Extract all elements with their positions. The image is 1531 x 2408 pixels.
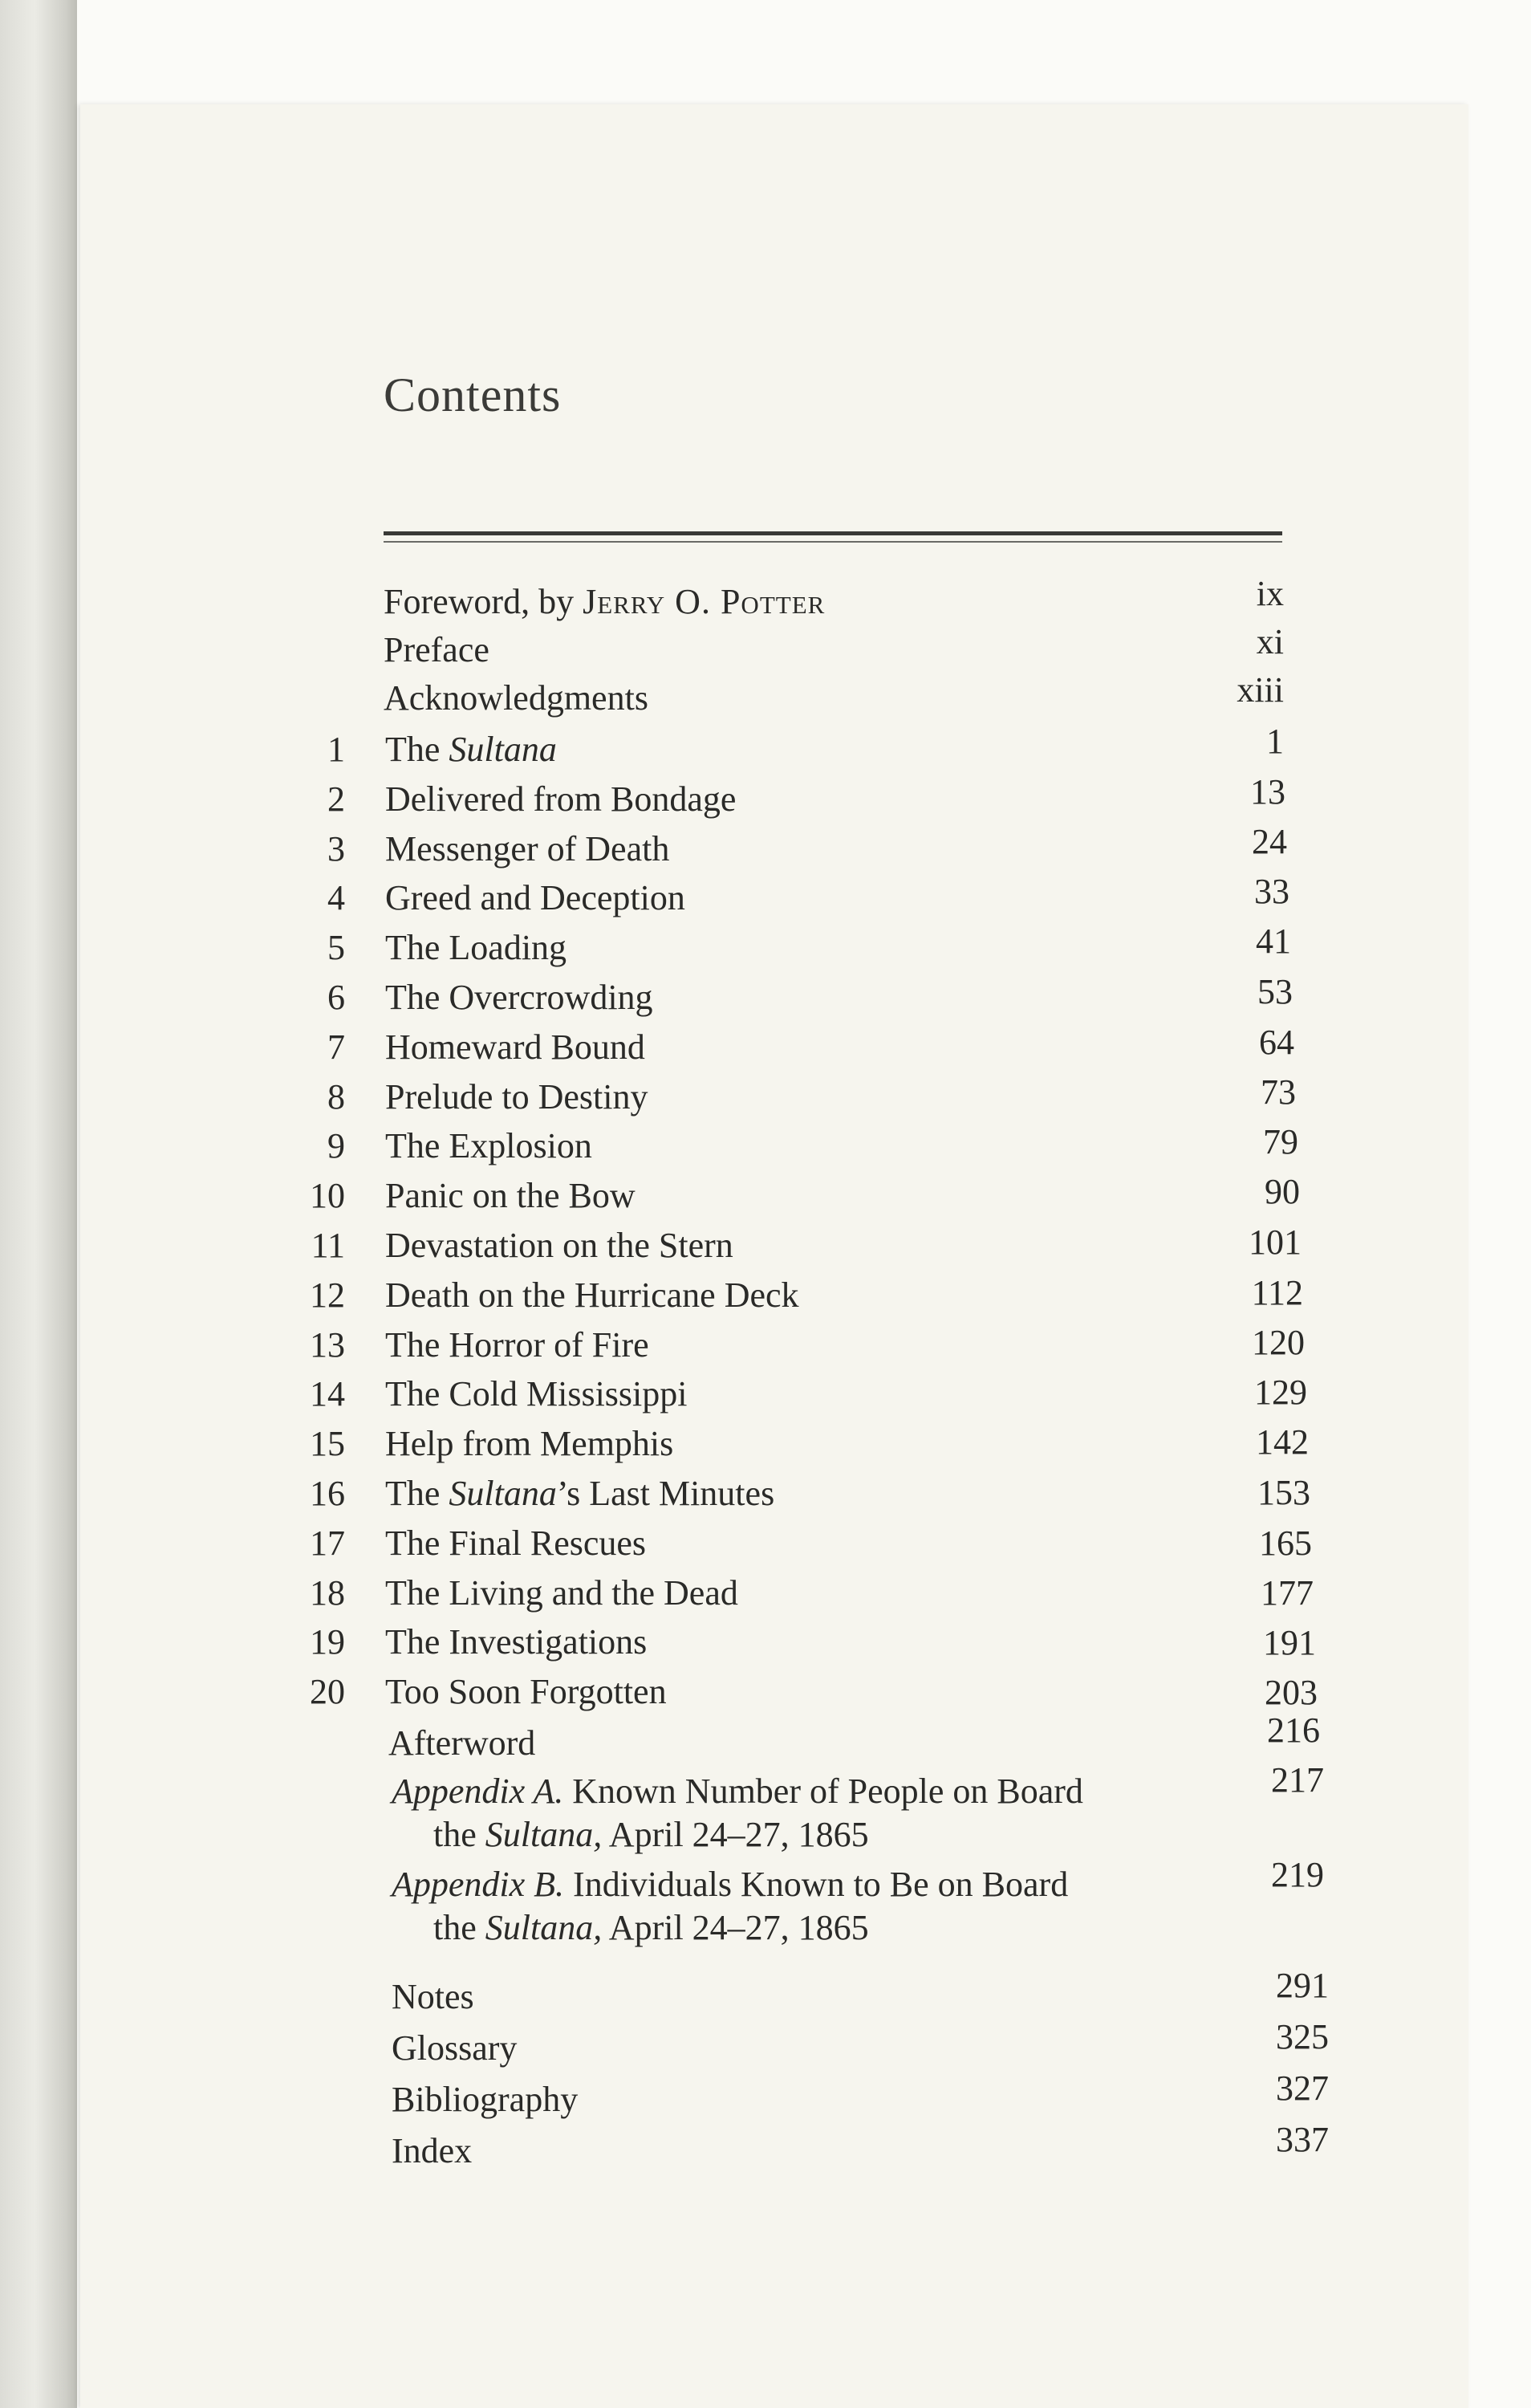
toc-foreword-label: Foreword, by Jerry O. Potter — [384, 582, 826, 621]
chapter-title — [385, 1325, 649, 1365]
chapter-number: 20 — [310, 1672, 345, 1711]
chapter-title-text: The Horror of Fire — [385, 1325, 649, 1365]
chapter-page-number: 203 — [1265, 1673, 1318, 1712]
chapter-title — [385, 779, 737, 819]
chapter-title-text: Panic on the Bow — [385, 1176, 636, 1215]
chapter-page-number: 165 — [1259, 1523, 1312, 1563]
chapter-title — [385, 1622, 648, 1662]
chapter-title — [385, 829, 670, 868]
chapter-page-number: 53 — [1257, 972, 1293, 1011]
chapter-page-number: 79 — [1263, 1122, 1298, 1161]
chapter-page-number: 33 — [1254, 872, 1289, 911]
chapter-title-text: Prelude to Destiny — [385, 1077, 648, 1117]
chapter-page-number: 142 — [1256, 1422, 1309, 1462]
chapter-title — [385, 1027, 645, 1067]
chapter-title — [385, 980, 653, 1015]
chapter-title — [385, 1426, 673, 1462]
chapter-page-number: 90 — [1265, 1172, 1300, 1211]
chapter-page-number: 129 — [1254, 1373, 1307, 1412]
chapter-number: 8 — [327, 1077, 345, 1117]
chapter-title-text: Delivered from Bondage — [385, 779, 737, 819]
chapter-title — [385, 1476, 774, 1511]
chapter-number: 17 — [310, 1523, 345, 1563]
chapter-page-number: 41 — [1256, 921, 1291, 961]
chapter-title — [385, 1275, 799, 1315]
toc-bibliography-label: Bibliography — [392, 2080, 579, 2119]
chapter-title-text: Devastation on the Stern — [385, 1226, 733, 1265]
toc-preface-page: xi — [1256, 622, 1284, 661]
toc-appendix-b-page: 219 — [1271, 1855, 1324, 1894]
chapter-number: 13 — [310, 1325, 345, 1365]
chapter-title-italic: Sultana — [449, 730, 557, 769]
chapter-number: 3 — [327, 829, 345, 868]
chapter-title — [385, 1573, 738, 1613]
chapter-title — [385, 930, 567, 966]
chapter-number: 4 — [327, 878, 345, 917]
chapter-title-text: The Living and the Dead — [385, 1573, 738, 1613]
chapter-title-text: Messenger of Death — [385, 829, 670, 868]
chapter-title-text: The — [385, 730, 449, 769]
toc-appendix-a-line1: Appendix A. Known Number of People on Board — [392, 1771, 1083, 1811]
toc-afterword-label: Afterword — [388, 1723, 536, 1763]
chapter-title — [385, 1228, 733, 1263]
page-title: Contents — [384, 368, 562, 421]
chapter-title — [385, 1523, 647, 1563]
title-rule-thin — [384, 541, 1282, 543]
toc-appendix-a-page: 217 — [1271, 1760, 1324, 1800]
chapter-title — [385, 732, 557, 767]
chapter-page-number: 191 — [1263, 1623, 1316, 1662]
chapter-page-number: 64 — [1259, 1023, 1294, 1062]
toc-appendix-a-line2: the Sultana, April 24–27, 1865 — [433, 1815, 869, 1854]
chapter-title-text: Death on the Hurricane Deck — [385, 1275, 799, 1315]
chapter-page-number: 101 — [1249, 1222, 1302, 1262]
toc-foreword-page: ix — [1256, 574, 1284, 613]
chapter-number: 2 — [327, 779, 345, 819]
chapter-page-number: 13 — [1250, 772, 1285, 811]
toc-notes-page: 291 — [1276, 1966, 1329, 2005]
chapter-number: 16 — [310, 1474, 345, 1513]
chapter-title-text: Greed and Deception — [385, 878, 685, 917]
toc-bibliography-page: 327 — [1276, 2068, 1329, 2108]
chapter-title-suffix: ’s Last Minutes — [556, 1474, 775, 1513]
toc-acknowledgments-page: xiii — [1237, 670, 1284, 710]
toc-preface-label: Preface — [384, 630, 489, 669]
chapter-number: 7 — [327, 1027, 345, 1067]
foreword-author: Jerry O. Potter — [583, 582, 826, 621]
toc-appendix-b-line1: Appendix B. Individuals Known to Be on Board — [392, 1865, 1069, 1904]
chapter-page-number: 24 — [1252, 822, 1287, 861]
chapter-title-text: The Cold Mississippi — [385, 1374, 688, 1413]
book-spine-shadow — [0, 0, 77, 2408]
chapter-title — [385, 878, 685, 917]
chapter-number: 10 — [310, 1176, 345, 1215]
toc-acknowledgments-label: Acknowledgments — [384, 678, 648, 718]
chapter-title-text: Homeward Bound — [385, 1027, 645, 1067]
chapter-page-number: 120 — [1252, 1323, 1305, 1362]
chapter-page-number: 73 — [1261, 1072, 1296, 1112]
chapter-title-text: The — [385, 1474, 449, 1513]
toc-glossary-label: Glossary — [392, 2028, 518, 2068]
chapter-title — [385, 1674, 667, 1710]
chapter-title-italic: Sultana — [449, 1474, 557, 1513]
chapter-number: 11 — [311, 1226, 345, 1265]
toc-glossary-page: 325 — [1276, 2017, 1329, 2056]
toc-index-label: Index — [392, 2131, 473, 2170]
chapter-number: 18 — [310, 1573, 345, 1613]
chapter-page-number: 1 — [1266, 722, 1284, 761]
chapter-page-number: 177 — [1261, 1573, 1314, 1613]
chapter-title-text: Help from Memphis — [385, 1424, 674, 1463]
chapter-title — [385, 1374, 688, 1413]
chapter-title-text: The Loading — [385, 928, 567, 967]
toc-appendix-b-line2: the Sultana, April 24–27, 1865 — [433, 1908, 869, 1947]
chapter-number: 12 — [310, 1275, 345, 1315]
chapter-number: 1 — [327, 730, 345, 769]
chapter-title — [385, 1126, 592, 1165]
chapter-page-number: 112 — [1251, 1273, 1303, 1312]
chapter-number: 14 — [310, 1374, 345, 1413]
chapter-title-text: Too Soon Forgotten — [385, 1672, 667, 1711]
toc-index-page: 337 — [1276, 2120, 1329, 2159]
chapter-title — [385, 1077, 648, 1117]
chapter-title-text: The Explosion — [385, 1126, 592, 1165]
chapter-number: 19 — [310, 1622, 345, 1662]
chapter-number: 9 — [327, 1126, 345, 1165]
chapter-title-text: The Investigations — [385, 1622, 648, 1662]
toc-afterword-page: 216 — [1267, 1710, 1320, 1750]
chapter-title-text: The Final Rescues — [385, 1523, 647, 1563]
chapter-number: 5 — [327, 928, 345, 967]
chapter-page-number: 153 — [1257, 1473, 1310, 1512]
chapter-title — [385, 1178, 636, 1214]
title-rule-thick — [384, 531, 1282, 535]
chapter-number: 15 — [310, 1424, 345, 1463]
toc-notes-label: Notes — [392, 1977, 474, 2016]
chapter-title-text: The Overcrowding — [385, 978, 653, 1017]
chapter-number: 6 — [327, 978, 345, 1017]
